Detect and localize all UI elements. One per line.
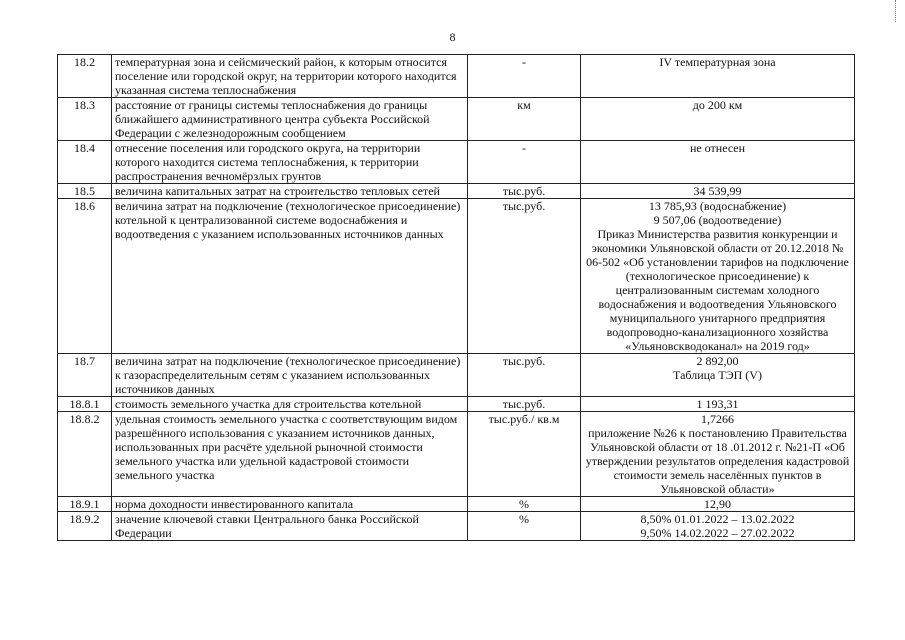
row-unit: км	[468, 98, 581, 141]
row-value	[581, 512, 855, 541]
row-unit: тыс.руб.	[468, 397, 581, 412]
table-row	[58, 199, 855, 354]
value-line: Таблица ТЭП (V)	[673, 368, 762, 382]
row-number: 18.4	[58, 141, 112, 184]
value-line: до 200 км	[692, 98, 743, 112]
row-value	[581, 497, 855, 512]
value-line: 9 507,06 (водоотведение)	[653, 213, 782, 227]
page-number: 8	[449, 30, 456, 44]
value-line: IV температурная зона	[659, 55, 776, 69]
row-number: 18.8.2	[58, 412, 112, 497]
row-unit: -	[468, 141, 581, 184]
row-description: расстояние от границы системы теплоснабжения до границы ближайшего административного центра субъекта Российской Федерации с железнодорожным сообщением	[112, 98, 468, 141]
row-unit: тыс.руб.	[468, 199, 581, 354]
value-line: 1 193,31	[696, 397, 739, 411]
value-line: 13 785,93 (водоснабжение)	[648, 199, 787, 213]
row-value	[581, 55, 855, 98]
row-unit: %	[468, 512, 581, 541]
row-value	[581, 98, 855, 141]
table-row	[58, 55, 855, 98]
value-line: приложение №26 к постановлению Правительства Ульяновской области от 18 .01.2012 г. №21-П «Об утверждении результатов определения кадастровой стоимости земель населённых пунктов в Ульяновской области»	[585, 426, 850, 496]
row-number: 18.6	[58, 199, 112, 354]
row-description: отнесение поселения или городского округа, на территории которого находится система теплоснабжения, к территории распространения вечномёрзлых грунтов	[112, 141, 468, 184]
row-value	[581, 354, 855, 397]
table-row	[58, 98, 855, 141]
parameters-table	[57, 54, 855, 541]
row-description: величина затрат на подключение (технологическое присоединение) к газораспределительным сетям с указанием использованных источников данных	[112, 354, 468, 397]
row-unit: тыс.руб.	[468, 184, 581, 199]
row-value	[581, 412, 855, 497]
row-value	[581, 397, 855, 412]
value-line: 34 539,99	[693, 184, 742, 198]
row-value	[581, 141, 855, 184]
row-description: температурная зона и сейсмический район, к которым относится поселение или городской округ, на территории которого находится указанная система теплоснабжения	[112, 55, 468, 98]
row-description: величина затрат на подключение (технологическое присоединение) котельной к централизованной системе водоснабжения и водоотведения с указанием использованных источников данных	[112, 199, 468, 354]
value-line: 9,50% 14.02.2022 – 27.02.2022	[640, 526, 795, 540]
value-line: 8,50% 01.01.2022 – 13.02.2022	[640, 512, 795, 526]
table-row	[58, 512, 855, 541]
value-line: не отнесен	[689, 141, 746, 155]
row-unit: тыс.руб.	[468, 354, 581, 397]
row-value	[581, 199, 855, 354]
page-edge-mark	[895, 0, 897, 22]
table-row	[58, 184, 855, 199]
row-value	[581, 184, 855, 199]
row-number: 18.5	[58, 184, 112, 199]
row-number: 18.9.2	[58, 512, 112, 541]
row-description: удельная стоимость земельного участка с соответствующим видом разрешённого использования с указанием источников данных, использованных при расчёте удельной рыночной стоимости земельного участка или удельной кадастровой стоимости земельного участка	[112, 412, 468, 497]
table-row	[58, 412, 855, 497]
value-line: 12,90	[704, 497, 731, 511]
row-description: значение ключевой ставки Центрального банка Российской Федерации	[112, 512, 468, 541]
value-line: Приказ Министерства развития конкуренции и экономики Ульяновской области от 20.12.2018 № 06-502 «Об установлении тарифов на подключение (технологическое присоединение) к централизованным системам холодного водоснабжения и водоотведения Ульяновского муниципального унитарного предприятия водопроводно-канализационного хозяйства «Ульяновскводоканал» на 2019 год»	[586, 227, 849, 353]
value-line: 2 892,00	[696, 354, 739, 368]
row-number: 18.8.1	[58, 397, 112, 412]
table-row	[58, 497, 855, 512]
row-number: 18.9.1	[58, 497, 112, 512]
table-row	[58, 354, 855, 397]
row-unit: -	[468, 55, 581, 98]
row-unit: %	[468, 497, 581, 512]
table-row	[58, 397, 855, 412]
row-number: 18.3	[58, 98, 112, 141]
row-unit: тыс.руб./ кв.м	[468, 412, 581, 497]
row-description: норма доходности инвестированного капитала	[112, 497, 468, 512]
row-description: стоимость земельного участка для строительства котельной	[112, 397, 468, 412]
row-description: величина капитальных затрат на строительство тепловых сетей	[112, 184, 468, 199]
table-row	[58, 141, 855, 184]
value-line: 1,7266	[701, 412, 734, 426]
row-number: 18.2	[58, 55, 112, 98]
row-number: 18.7	[58, 354, 112, 397]
